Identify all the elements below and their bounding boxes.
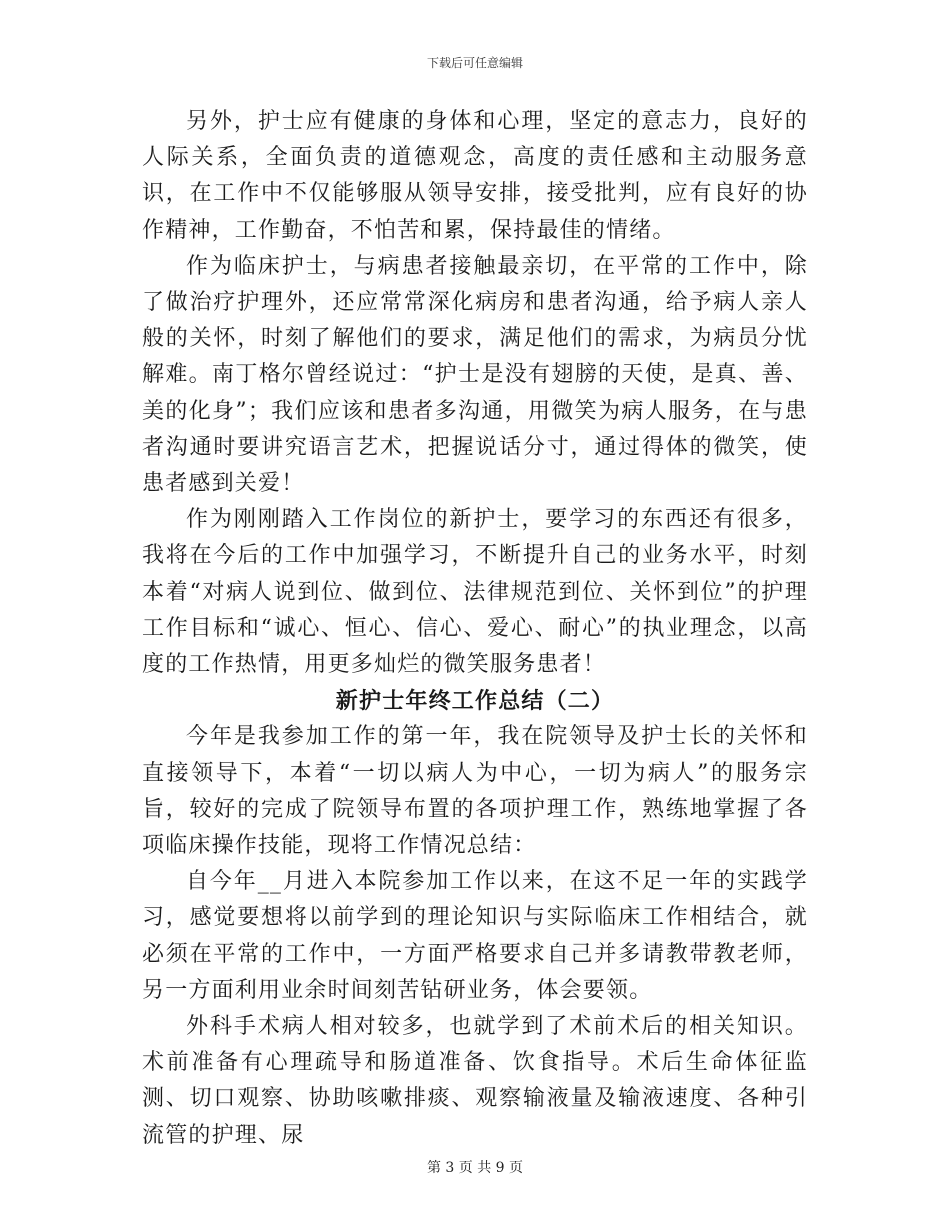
- paragraph: 作为临床护士，与病患者接触最亲切，在平常的工作中，除了做治疗护理外，还应常常深化病房和患者沟通，给予病人亲人般的关怀，时刻了解他们的要求，满足他们的需求，为病员分忧解难。南丁格尔曾经说过：“护士是没有翅膀的天使，是真、善、美的化身”；我们应该和患者多沟通，用微笑为病人服务，在与患者沟通时要讲究语言艺术，把握说话分寸，通过得体的微笑，使患者感到关爱！: [142, 253, 808, 497]
- document-body: [142, 104, 808, 1154]
- paragraph: 作为刚刚踏入工作岗位的新护士，要学习的东西还有很多，我将在今后的工作中加强学习，不断提升自己的业务水平，时刻本着“对病人说到位、做到位、法律规范到位、关怀到位”的护理工作目标和“诚心、恒心、信心、爱心、耐心”的执业理念，以高度的工作热情，用更多灿烂的微笑服务患者！: [142, 507, 808, 678]
- header-note: 下载后可任意编辑: [426, 56, 523, 70]
- paragraph: 另外，护士应有健康的身体和心理，坚定的意志力，良好的人际关系，全面负责的道德观念，高度的责任感和主动服务意识，在工作中不仅能够服从领导安排，接受批判，应有良好的协作精神，工作勤奋，不怕苦和累，保持最佳的情绪。: [142, 109, 808, 243]
- paragraph: 外科手术病人相对较多，也就学到了术前术后的相关知识。术前准备有心理疏导和肠道准备、饮食指导。术后生命体征监测、切口观察、协助咳嗽排痰、观察输液量及输液速度、各种引流管的护理、尿: [142, 1014, 808, 1148]
- paragraph: 今年是我参加工作的第一年，我在院领导及护士长的关怀和直接领导下，本着“一切以病人为中心，一切为病人”的服务宗旨，较好的完成了院领导布置的各项护理工作，熟练地掌握了各项临床操作技能，现将工作情况总结：: [142, 724, 808, 859]
- page-number: 第 3 页 共 9 页: [426, 1160, 524, 1176]
- paragraph: 自今年__月进入本院参加工作以来，在这不足一年的实践学习，感觉要想将以前学到的理论知识与实际临床工作相结合，就必须在平常的工作中，一方面严格要求自己并多请教带教老师，另一方面利用业余时间刻苦钻研业务，体会要领。: [142, 869, 808, 1003]
- section-title: 新护士年终工作总结（二）: [335, 688, 615, 715]
